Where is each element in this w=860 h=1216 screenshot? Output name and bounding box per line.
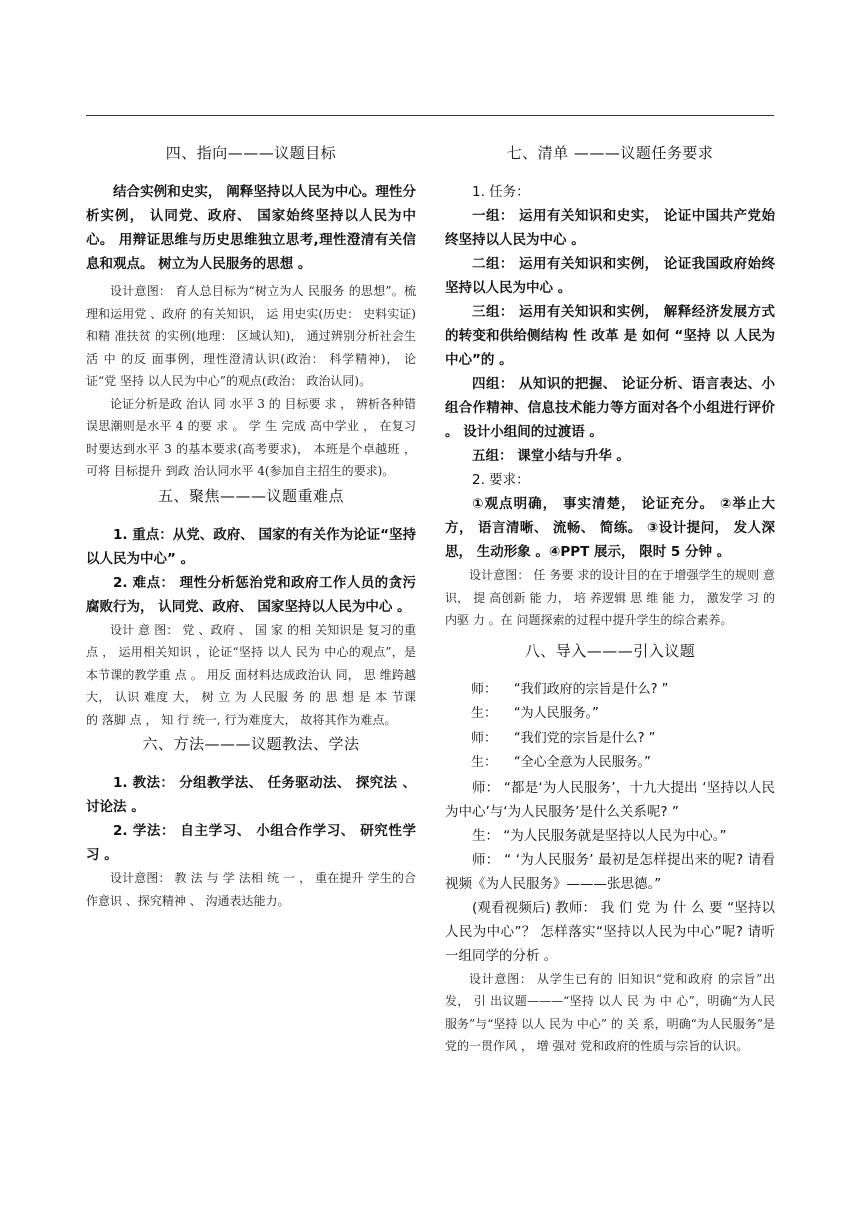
dialog-line	[445, 678, 775, 703]
dialog-paragraph-2: 生： “为人民服务就是坚持以人民为中心。”	[472, 827, 727, 844]
section-5-key-point: 1. 重点：从党、政府、 国家的有关作为论证“坚持以人民为中心” 。	[86, 526, 416, 567]
group-3-task: 三组： 运用有关知识和实例， 解释经济发展方式的转变和供给侧结构 性 改革 是 如何 “坚持 以 人民为中心”的 。	[445, 304, 775, 368]
dialog-speaker: 生：	[471, 755, 498, 770]
section-6-learning-method: 2. 学法： 自主学习、 小组合作学习、 研究性学习 。	[86, 823, 416, 863]
group-1-task: 一组： 运用有关知识和史实， 论证中国共产党始终坚持以人民为中心 。	[445, 208, 775, 248]
dialog-text: “我们党的宗旨是什么? ”	[513, 730, 656, 746]
section-7-title: 七、清单 ———议题任务要求	[506, 144, 714, 162]
task-label: 1. 任务：	[472, 184, 530, 200]
dialog-text: “我们政府的宗旨是什么? ”	[513, 681, 669, 697]
dialog-line	[445, 727, 775, 752]
dialog-text: “全心全意为人民服务。”	[513, 755, 651, 770]
dialog-speaker: 师：	[471, 681, 498, 697]
group-5-task: 五组： 课堂小结与升华 。	[472, 448, 630, 464]
requirement-label: 2. 要求：	[472, 472, 530, 488]
dialog-text: “为人民服务。”	[513, 706, 599, 721]
group-2-task: 二组： 运用有关知识和实例， 论证我国政府始终坚持以人民为中心 。	[445, 256, 775, 296]
section-6-design-intent: 设计意图： 教 法 与 学 法相 统 一 ， 重在提升 学生的合作意识 、探究精神 、 沟通表达能力。	[86, 871, 416, 908]
section-8-title: 八、导入———引入议题	[524, 641, 696, 660]
requirements-text: ①观点明确， 事实清楚， 论证充分。 ②举止大方， 语言清晰、 流畅、 简练。 ③设计提问， 发人深思， 生动形象 。④PPT 展示， 限时 5 分钟 。	[445, 496, 775, 560]
section-5-design-intent: 设计 意 图： 党 、政府 、 国 家 的相 关知识是 复习的重点 ， 运用相关知识 ，论证“坚持 以人 民为 中心的观点”，是本节课的教学重 点 。 用反 面材料达成政治认 同， 思 维跨越大， 认识 难度 大， 树 立 为 人民服 务 的 思 想 是 本 节课 的 落脚 点 ， 知 行 统一, 行为难度大， 故将其作为难点。	[86, 622, 416, 727]
dialog-paragraph-1: 师： “都是‘为人民服务’，十九大提出 ‘坚持以人民为中心’与‘为人民服务’是什么关系呢? ”	[445, 779, 775, 820]
dialog-paragraph-3: 师： “ ‘为人民服务’ 最初是怎样提出来的呢? 请看视频《为人民服务》———张思德。”	[445, 851, 775, 892]
section-4-design-intent: 设计意图： 育人总目标为“树立为人 民服务 的思想”。梳理和运用党 、政府 的有关知识， 运 用史实(历史： 史料实证) 和精 准扶贫 的实例(地理： 区域认知)， 通过辨别分析社会生活 中 的反 面事例，理性澄清认识(政治： 科学精神)， 论证“党 坚持 以人民为中心”的观点(政治： 政治认同)。	[86, 284, 416, 388]
section-8-design-intent: 设计意图： 从学生已有的 旧知识“党和政府 的宗旨”出 发， 引 出议题———“坚持 以人 民 为 中 心”，明确“为人民服务”与“坚持 以人 民为 中心” 的 关 系，明确“为人民服务”是党的一贯作风 ， 增 强对 党和政府的性质与宗旨的认识。	[445, 971, 775, 1053]
section-6-teaching-method: 1. 教法： 分组教学法、 任务驱动法、 探究法 、讨论法 。	[86, 775, 416, 815]
section-4-paragraph: 结合实例和史实， 阐释坚持以人民为中心。理性分析实例， 认同党、政府、 国家始终坚持以人民为中心。 用辩证思维与历史思维独立思考,理性澄清有关信息和观点。 树立为人民服务的思想 。	[86, 184, 416, 272]
header-rule	[86, 115, 774, 116]
group-4-task: 四组： 从知识的把握、 论证分析、语言表达、小组合作精神、信息技术能力等方面对各个小组进行评价 。 设计小组间的过渡语 。	[445, 376, 775, 440]
dialog-speaker: 师：	[471, 730, 498, 746]
right-column	[445, 140, 775, 1058]
section-4-title: 四、指向———议题目标	[165, 144, 337, 162]
section-5-difficulty: 2. 难点： 理性分析惩治党和政府工作人员的贪污腐败行为， 认同党、政府、 国家坚持以人民为中心 。	[86, 574, 416, 615]
left-column	[86, 140, 416, 912]
dialog-line	[445, 751, 775, 776]
section-6-title: 六、方法———议题教法、学法	[142, 735, 360, 753]
section-7-design-intent: 设计意图： 任 务要 求的设计目的在于增强学生的规则 意识， 提 高创新 能 力， 培 养逻辑 思 维 能 力， 激发学 习 的 内驱 力 。在 问题探索的过程中提升学生的综合素养。	[445, 568, 775, 627]
dialog-paragraph-4: (观看视频后) 教师： 我 们 党 为 什 么 要 “坚持以人民为中心”？ 怎样落实“坚持以人民为中心”呢? 请听一组同学的分析 。	[445, 899, 775, 964]
dialog-line	[445, 702, 775, 727]
dialog-speaker: 生：	[471, 706, 498, 721]
section-4-design-intent-2: 论证分析是政 治认 同 水平 3 的 目标要 求 ， 辨析各种错误思潮则是水平 4 的要 求 。 学 生 完成 高中学业 ， 在复习时要达到水平 3 的基本要求(高考要求)， 本班是个卓越班 ， 可将 目标提升 到政 治认同水平 4(参加自主招生的要求)。	[86, 396, 416, 478]
section-5-title: 五、聚焦———议题重难点	[157, 486, 344, 505]
